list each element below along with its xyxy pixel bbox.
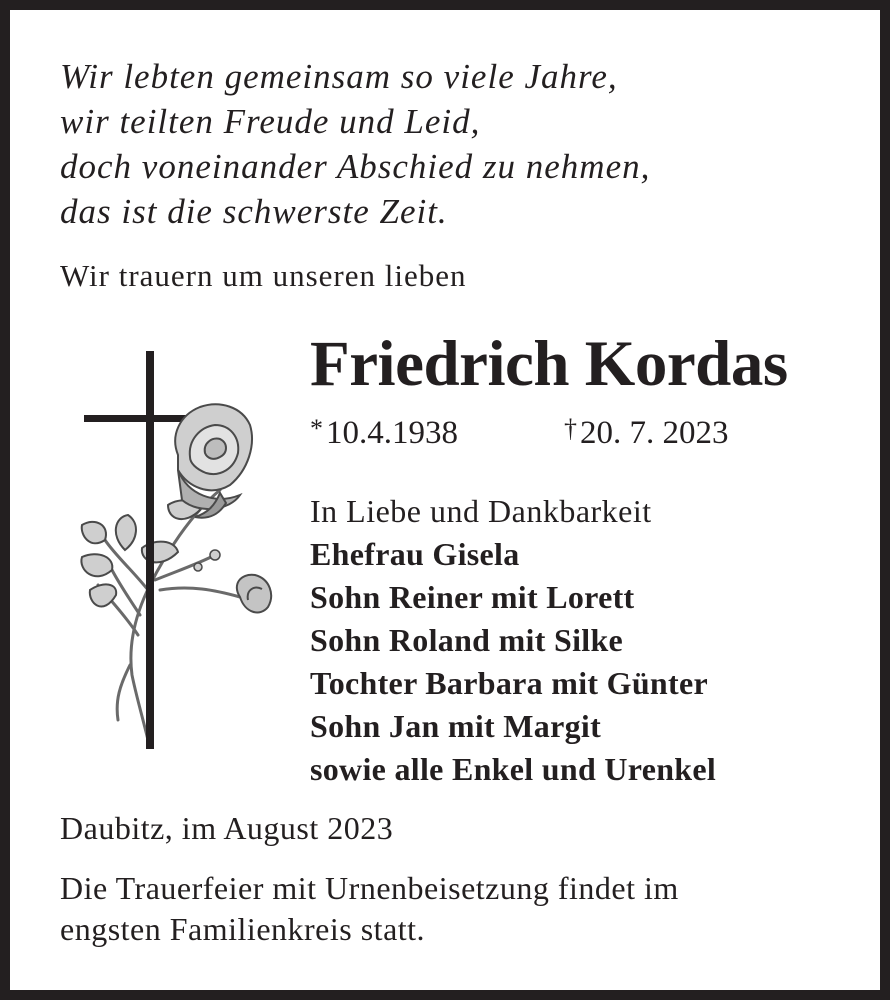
mourners-list bbox=[310, 490, 716, 791]
birth-date-value: 10.4.1938 bbox=[326, 415, 458, 451]
mourners-lead: In Liebe und Dankbarkeit bbox=[310, 493, 652, 529]
mourner-item: Ehefrau Gisela bbox=[310, 536, 520, 572]
death-date bbox=[564, 414, 729, 452]
mourner-item: Sohn Roland mit Silke bbox=[310, 622, 624, 658]
mourner-item: Sohn Jan mit Margit bbox=[310, 708, 602, 744]
birth-date bbox=[310, 414, 458, 452]
poem bbox=[60, 54, 650, 234]
death-symbol: † bbox=[564, 414, 577, 443]
poem-line: das ist die schwerste Zeit. bbox=[60, 192, 448, 231]
birth-symbol: * bbox=[310, 414, 323, 443]
poem-line: doch voneinander Abschied zu nehmen, bbox=[60, 147, 651, 186]
mourner-item: Sohn Reiner mit Lorett bbox=[310, 579, 635, 615]
poem-line: wir teilten Freude und Leid, bbox=[60, 102, 481, 141]
place-date: Daubitz, im August 2023 bbox=[60, 810, 394, 846]
funeral-note-line: engsten Familienkreis statt. bbox=[60, 911, 426, 947]
poem-line: Wir lebten gemeinsam so viele Jahre, bbox=[60, 57, 618, 96]
funeral-note-line: Die Trauerfeier mit Urnenbeisetzung findet im bbox=[60, 870, 679, 906]
deceased-name: Friedrich Kordas bbox=[310, 328, 788, 400]
cross-with-rose-icon bbox=[70, 345, 285, 755]
funeral-note bbox=[60, 868, 679, 950]
death-date-value: 20. 7. 2023 bbox=[580, 415, 729, 451]
mourner-item: sowie alle Enkel und Urenkel bbox=[310, 751, 717, 787]
intro-text: Wir trauern um unseren lieben bbox=[60, 258, 467, 293]
mourner-item: Tochter Barbara mit Günter bbox=[310, 665, 708, 701]
